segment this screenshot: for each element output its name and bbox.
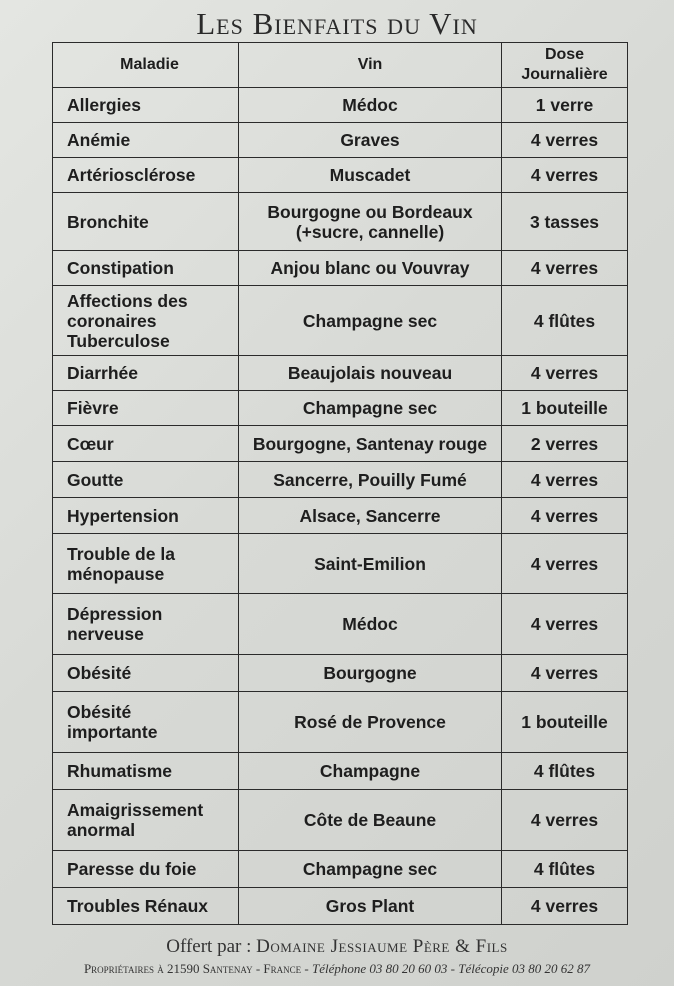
maladie-line: Goutte	[67, 469, 124, 490]
cell-maladie	[53, 286, 239, 356]
cell-vin	[239, 692, 502, 753]
maladie-line: Allergies	[67, 95, 141, 115]
cell-dose: 4 verres	[502, 655, 628, 692]
cell-vin	[239, 888, 502, 925]
vin-line: Gros Plant	[325, 896, 415, 916]
cell-vin	[239, 498, 502, 534]
maladie-line: Amaigrissement	[67, 800, 204, 820]
cell-dose: 1 verre	[502, 88, 628, 123]
vin-line: Médoc	[342, 95, 398, 115]
wine-table	[52, 42, 628, 925]
cell-vin	[239, 356, 502, 391]
vin-line: Graves	[340, 130, 400, 150]
maladie-line: Constipation	[67, 258, 174, 278]
header-vin: Vin	[239, 43, 502, 88]
table-row	[53, 88, 628, 123]
cell-dose: 4 verres	[502, 790, 628, 851]
cell-vin	[239, 851, 502, 888]
cell-vin	[239, 753, 502, 790]
maladie-line: Cœur	[67, 433, 114, 454]
cell-maladie	[53, 88, 239, 123]
cell-maladie	[53, 655, 239, 692]
cell-dose: 4 flûtes	[502, 286, 628, 356]
table-row	[53, 391, 628, 426]
maladie-line: Troubles Rénaux	[67, 896, 209, 916]
table-row	[53, 426, 628, 462]
maladie-line: Rhumatisme	[67, 761, 173, 781]
footer-telephone: Téléphone 03 80 20 60 03	[312, 961, 448, 976]
header-dose-line2: Journalière	[521, 66, 608, 83]
maladie-line: Paresse du foie	[67, 859, 197, 879]
table-header-row	[53, 43, 628, 88]
maladie-line: Bronchite	[67, 211, 149, 232]
maladie-line: nerveuse	[67, 624, 144, 644]
cell-dose: 3 tasses	[502, 193, 628, 251]
footer-proprietaires: Propriétaires à 21590 Santenay - France -	[83, 961, 309, 976]
table-row	[53, 594, 628, 655]
cell-vin	[239, 88, 502, 123]
maladie-line: Fièvre	[67, 398, 119, 418]
cell-dose: 4 flûtes	[502, 851, 628, 888]
vin-line: Bourgogne	[323, 663, 417, 683]
cell-dose: 4 flûtes	[502, 753, 628, 790]
cell-maladie	[53, 462, 239, 498]
footer-offert	[0, 936, 674, 958]
cell-dose: 2 verres	[502, 426, 628, 462]
cell-dose: 4 verres	[502, 123, 628, 158]
cell-maladie	[53, 851, 239, 888]
cell-vin	[239, 462, 502, 498]
table-body	[53, 88, 628, 925]
maladie-line: Dépression	[67, 604, 163, 624]
footer-contact	[0, 961, 674, 977]
maladie-line: anormal	[67, 820, 136, 840]
table-row	[53, 123, 628, 158]
table-row	[53, 534, 628, 594]
header-dose	[502, 43, 628, 88]
cell-maladie	[53, 158, 239, 193]
vin-line: Bourgogne ou Bordeaux	[267, 201, 473, 222]
cell-maladie	[53, 753, 239, 790]
cell-dose: 1 bouteille	[502, 692, 628, 753]
maladie-line: ménopause	[67, 563, 165, 584]
footer-separator: -	[450, 961, 455, 976]
cell-dose: 4 verres	[502, 251, 628, 286]
cell-vin	[239, 790, 502, 851]
cell-dose: 4 verres	[502, 888, 628, 925]
vin-line: Champagne sec	[302, 310, 438, 331]
cell-maladie	[53, 534, 239, 594]
cell-dose: 4 verres	[502, 498, 628, 534]
table-row	[53, 790, 628, 851]
cell-dose: 4 verres	[502, 356, 628, 391]
cell-dose: 1 bouteille	[502, 391, 628, 426]
table-row	[53, 356, 628, 391]
maladie-line: Affections des	[67, 290, 188, 311]
cell-vin	[239, 594, 502, 655]
table-row	[53, 692, 628, 753]
cell-vin	[239, 123, 502, 158]
vin-line: Médoc	[342, 614, 398, 634]
table-row	[53, 655, 628, 692]
table-row	[53, 753, 628, 790]
maladie-line: Artériosclérose	[67, 165, 196, 185]
maladie-line: importante	[67, 722, 158, 742]
vin-line: Rosé de Provence	[294, 712, 446, 732]
cell-maladie	[53, 193, 239, 251]
vin-line: Bourgogne, Santenay rouge	[252, 433, 488, 454]
cell-dose: 4 verres	[502, 594, 628, 655]
cell-maladie	[53, 692, 239, 753]
cell-maladie	[53, 356, 239, 391]
cell-maladie	[53, 888, 239, 925]
cell-vin	[239, 391, 502, 426]
cell-maladie	[53, 426, 239, 462]
table-row	[53, 851, 628, 888]
table-row	[53, 286, 628, 356]
vin-line: Saint-Emilion	[314, 553, 426, 574]
cell-vin	[239, 534, 502, 594]
vin-line: Anjou blanc ou Vouvray	[270, 258, 470, 278]
vin-line: Alsace, Sancerre	[299, 505, 441, 526]
page-title: Les Bienfaits du Vin	[196, 6, 478, 41]
table-row	[53, 158, 628, 193]
table-row	[53, 193, 628, 251]
cell-dose: 4 verres	[502, 158, 628, 193]
header-maladie: Maladie	[53, 43, 239, 88]
cell-maladie	[53, 790, 239, 851]
maladie-line: Diarrhée	[67, 363, 139, 383]
footer-domaine: Domaine Jessiaume Père & Fils	[256, 936, 508, 957]
vin-line: Muscadet	[329, 165, 411, 185]
maladie-line: Obésité	[67, 702, 132, 722]
maladie-line: Hypertension	[67, 505, 179, 526]
cell-vin	[239, 251, 502, 286]
cell-vin	[239, 426, 502, 462]
table-row	[53, 498, 628, 534]
table-row	[53, 462, 628, 498]
cell-vin	[239, 655, 502, 692]
footer-telecopie: Télécopie 03 80 20 62 87	[458, 961, 591, 976]
table-row	[53, 251, 628, 286]
vin-line: Sancerre, Pouilly Fumé	[273, 469, 467, 490]
cell-maladie	[53, 498, 239, 534]
cell-vin	[239, 286, 502, 356]
table-row	[53, 888, 628, 925]
maladie-line: Obésité	[67, 663, 132, 683]
vin-line: Beaujolais nouveau	[287, 363, 453, 383]
footer-offert-label: Offert par :	[166, 936, 252, 957]
vin-line: Champagne	[319, 761, 421, 781]
cell-maladie	[53, 123, 239, 158]
cell-vin	[239, 193, 502, 251]
cell-maladie	[53, 594, 239, 655]
cell-dose: 4 verres	[502, 534, 628, 594]
header-dose-line1: Dose	[544, 46, 585, 63]
vin-line: Champagne sec	[302, 859, 438, 879]
maladie-line: Anémie	[67, 130, 131, 150]
cell-dose: 4 verres	[502, 462, 628, 498]
cell-maladie	[53, 391, 239, 426]
maladie-line: Tuberculose	[67, 330, 170, 351]
maladie-line: coronaires	[67, 310, 157, 331]
vin-line: Champagne sec	[302, 398, 438, 418]
vin-line: Côte de Beaune	[303, 810, 437, 830]
vin-line: (+sucre, cannelle)	[295, 221, 445, 242]
cell-maladie	[53, 251, 239, 286]
maladie-line: Trouble de la	[67, 543, 175, 564]
cell-vin	[239, 158, 502, 193]
